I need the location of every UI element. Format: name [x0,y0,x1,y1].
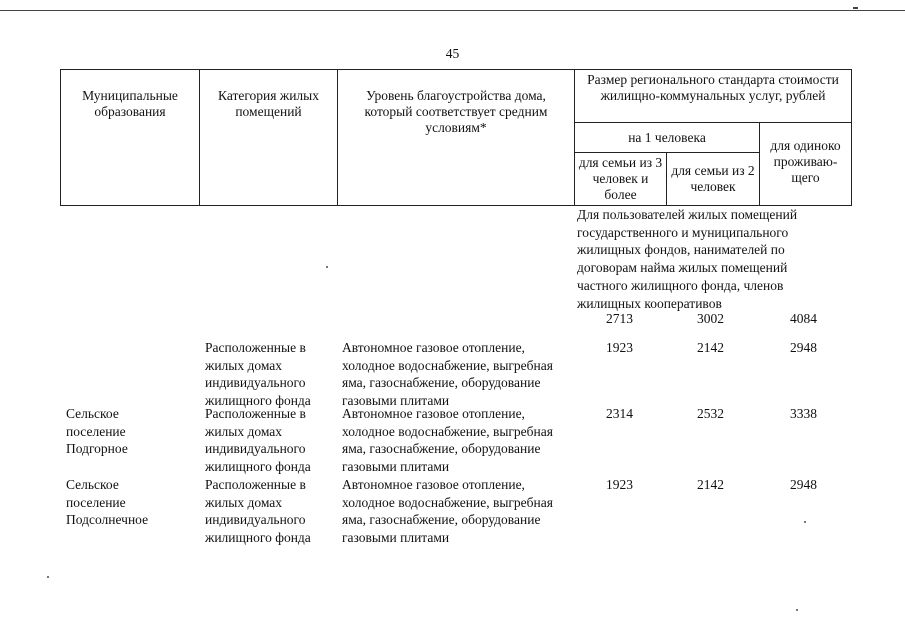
row-value-family2: 2142 [697,340,724,355]
header-level-text: Уровень благоустройства дома, который соответствует средним условиям* [364,88,548,135]
header-per-person [574,122,760,153]
row-value-single: 2948 [790,477,817,492]
row-category: Расположенные в жилых домах индивидуального жилищного фонда [205,406,311,475]
header-family3 [574,152,667,206]
row-level: Автономное газовое отопление, холодное водоснабжение, выгребная яма, газоснабжение, оборудование газовыми плитами [342,340,553,409]
header-standard-text: Размер регионального стандарта стоимости жилищно-коммунальных услуг, рублей [587,72,839,103]
section-value-family3: 2713 [606,311,633,326]
header-family2 [666,152,760,206]
scan-speck [326,266,328,268]
section-note: Для пользователей жилых помещений государственного и муниципального жилищных фондов, нанимателей по договорам найма жилых помещений частного жилищного фонда, членов жилищных кооперативов [577,207,798,311]
row-value-family2: 2532 [697,406,724,421]
row-level: Автономное газовое отопление, холодное водоснабжение, выгребная яма, газоснабжение, оборудование газовыми плитами [342,477,553,546]
scan-speck [47,576,49,578]
row-value-single: 3338 [790,406,817,421]
row-municipality: Сельское поселение Подсолнечное [66,477,149,528]
scan-speck [804,521,806,523]
row-value-family3: 2314 [606,406,633,421]
section-value-family2: 3002 [697,311,724,326]
row-value-single: 2948 [790,340,817,355]
header-municipality [60,69,200,206]
page-number: 45 [445,46,460,61]
row-category: Расположенные в жилых домах индивидуального жилищного фонда [205,340,311,409]
row-municipality: Сельское поселение Подгорное [66,406,128,457]
header-single-text: для одиноко проживаю-щего [770,138,841,185]
row-value-family2: 2142 [697,477,724,492]
scan-speck [796,609,798,611]
header-standard [574,69,852,123]
header-single [759,122,852,206]
page-top-rule [0,10,905,11]
row-value-family3: 1923 [606,477,633,492]
header-family2-text: для семьи из 2 человек [671,163,755,194]
section-value-single: 4084 [790,311,817,326]
header-municipality-text: Муниципальные образования [82,88,178,119]
header-category [199,69,338,206]
row-category: Расположенные в жилых домах индивидуального жилищного фонда [205,477,311,546]
row-value-family3: 1923 [606,340,633,355]
row-level: Автономное газовое отопление, холодное водоснабжение, выгребная яма, газоснабжение, оборудование газовыми плитами [342,406,553,475]
header-level [337,69,575,206]
scan-mark [853,7,858,9]
header-family3-text: для семьи из 3 человек и более [578,155,663,202]
header-category-text: Категория жилых помещений [218,88,319,119]
header-per-person-text: на 1 человека [628,130,706,145]
